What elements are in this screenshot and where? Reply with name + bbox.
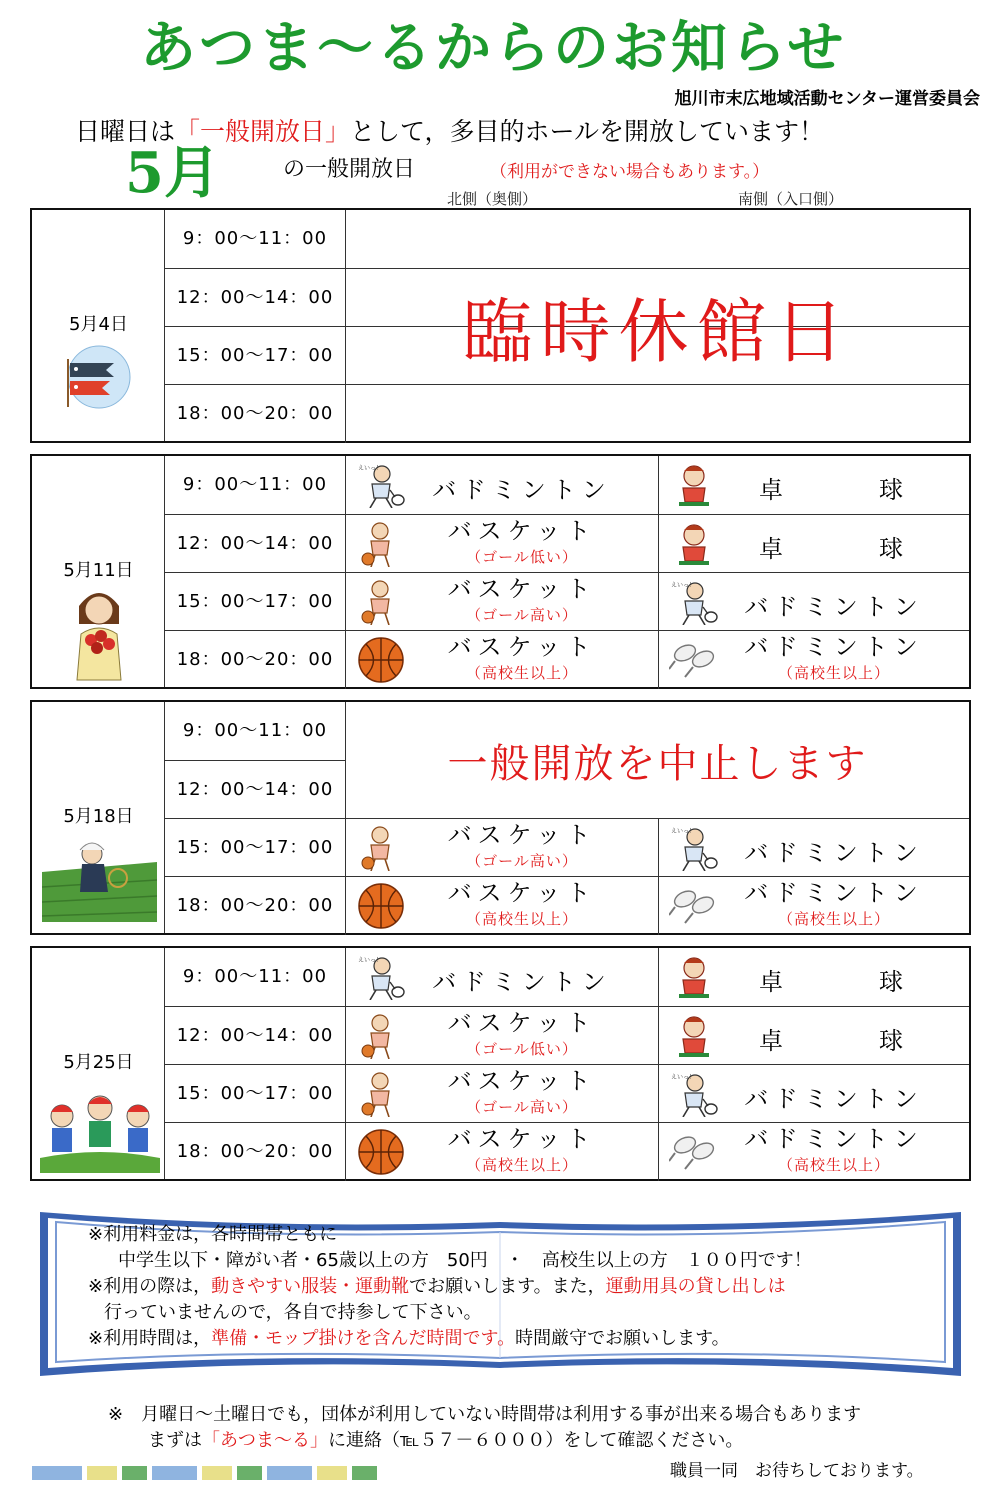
activity-note: （高校生以上） — [465, 1156, 578, 1174]
north-activity — [346, 948, 659, 1007]
north-activity — [346, 877, 659, 935]
time-row — [165, 1122, 969, 1181]
activity-note: （ゴール高い） — [466, 606, 578, 624]
time-row — [165, 630, 969, 689]
racket-icon — [669, 1129, 719, 1175]
time-row — [165, 818, 969, 877]
south-activity — [659, 1123, 969, 1181]
page-title: あつま～るからのお知らせ — [140, 15, 847, 81]
intro-highlight: 「一般開放日」 — [175, 117, 351, 146]
day-block-may25 — [30, 946, 971, 1181]
activity-label: 卓 球 — [759, 535, 909, 563]
temporary-closure-notice: 臨時休館日 — [462, 291, 853, 373]
south-activity — [659, 1065, 969, 1123]
time-slot: 12：00～14：00 — [165, 1007, 346, 1065]
time-slot: 15：00～17：00 — [165, 1065, 346, 1123]
intro-pre: 日曜日は — [75, 117, 176, 146]
activity-label: バスケット — [447, 1125, 597, 1153]
activity-label: バスケット — [447, 517, 597, 545]
equipment-line: 行っていませんので，各自で持参して下さい。 — [104, 1302, 482, 1323]
activity-label: バスケット — [447, 1067, 597, 1095]
clothing-pre: ※利用の際は， — [88, 1276, 212, 1297]
north-activity — [346, 1123, 659, 1181]
south-activity — [659, 456, 969, 515]
time-row — [165, 1064, 969, 1123]
time-slot: 12：00～14：00 — [165, 761, 346, 819]
south-activity — [659, 948, 969, 1007]
racket-icon — [669, 883, 719, 929]
date-label: 5月11日 — [63, 560, 134, 581]
date-cell — [32, 456, 165, 687]
racket-icon — [669, 637, 719, 683]
clothing-line — [88, 1274, 948, 1300]
table-tennis-icon — [669, 1013, 719, 1059]
basketball-player-icon — [356, 825, 406, 871]
column-header-north: 北側（奥側） — [447, 190, 538, 208]
month-label: 5月 — [125, 140, 220, 206]
time-slot: 18：00～20：00 — [165, 877, 346, 935]
date-cell — [32, 210, 165, 441]
activity-label: バスケット — [447, 879, 597, 907]
badminton-player-icon — [669, 825, 719, 871]
organization-name: 旭川市末広地域活動センター運営委員会 — [674, 89, 980, 109]
badminton-player-icon — [356, 954, 406, 1000]
basketball-icon — [356, 637, 406, 683]
time-row — [165, 514, 969, 573]
date-label: 5月25日 — [63, 1052, 134, 1073]
date-cell — [32, 702, 165, 933]
time-rule-pre: ※利用時間は， — [88, 1328, 212, 1349]
basketball-player-icon — [356, 521, 406, 567]
table-tennis-icon — [669, 521, 719, 567]
equipment-highlight: 運動用具の貸し出しは — [605, 1276, 786, 1297]
north-activity — [346, 631, 659, 689]
time-slot: 12：00～14：00 — [165, 515, 346, 573]
fee-line: ※利用料金は，各時間帯ともに — [88, 1224, 338, 1245]
date-label: 5月4日 — [69, 314, 128, 335]
activity-note: （高校生以上） — [465, 664, 578, 682]
activity-label: バドミントン — [744, 879, 924, 907]
activity-note: （高校生以上） — [777, 910, 890, 928]
carp-streamer-icon — [54, 345, 144, 410]
contact-pre: まずは — [148, 1430, 202, 1451]
date-cell — [32, 948, 165, 1179]
activity-note: （高校生以上） — [777, 664, 890, 682]
day-block-may4 — [30, 208, 971, 443]
time-rule-post: 時間厳守でお願いします。 — [515, 1328, 730, 1349]
table-tennis-icon — [669, 954, 719, 1000]
activity-label: バスケット — [447, 1009, 597, 1037]
woman-with-flowers-icon — [67, 584, 131, 684]
basketball-icon — [356, 1129, 406, 1175]
column-header-south: 南側（入口側） — [738, 190, 844, 208]
table-tennis-icon — [669, 462, 719, 508]
north-activity — [346, 573, 659, 631]
time-slot: 9：00～11：00 — [165, 948, 346, 1007]
time-row — [165, 948, 969, 1007]
badminton-player-icon — [669, 579, 719, 625]
intro-post: として，多目的ホールを開放しています！ — [350, 117, 825, 146]
time-row — [165, 1006, 969, 1065]
activity-label: 卓 球 — [759, 476, 909, 504]
activity-label: バスケット — [447, 821, 597, 849]
contact-line — [108, 1428, 988, 1454]
activity-note: （ゴール低い） — [466, 1040, 578, 1058]
contact-post: に連絡（℡５７－６０００）をして確認ください。 — [328, 1430, 744, 1451]
availability-note: （利用ができない場合もあります。） — [490, 162, 770, 182]
field-worker-icon — [42, 832, 157, 922]
activity-label: 卓 球 — [759, 1027, 909, 1055]
activity-note: （高校生以上） — [777, 1156, 890, 1174]
activity-label: バスケット — [447, 575, 597, 603]
activity-label: バスケット — [447, 633, 597, 661]
activity-label: バドミントン — [744, 1125, 924, 1153]
time-slot: 9：00～11：00 — [165, 456, 346, 515]
children-group-icon — [40, 1088, 160, 1173]
activity-note: （ゴール高い） — [466, 852, 578, 870]
time-slot: 15：00～17：00 — [165, 819, 346, 877]
south-activity — [659, 1007, 969, 1065]
south-activity — [659, 515, 969, 573]
south-activity — [659, 819, 969, 877]
activity-note: （高校生以上） — [465, 910, 578, 928]
footer-note — [108, 1402, 988, 1454]
time-slot: 18：00～20：00 — [165, 631, 346, 689]
basketball-player-icon — [356, 1071, 406, 1117]
north-activity — [346, 1065, 659, 1123]
day-block-may11 — [30, 454, 971, 689]
activity-label: バドミントン — [432, 476, 612, 504]
time-row — [165, 760, 346, 819]
staff-signoff: 職員一同 お待ちしております。 — [670, 1461, 924, 1481]
time-rule-highlight: 準備・モップ掛けを含んだ時間です。 — [211, 1328, 516, 1349]
time-slot: 15：00～17：00 — [165, 327, 346, 385]
basketball-player-icon — [356, 1013, 406, 1059]
decorative-border-icon — [32, 1462, 377, 1484]
activity-label: バドミントン — [744, 593, 924, 621]
activity-label: バドミントン — [744, 633, 924, 661]
basketball-icon — [356, 883, 406, 929]
time-row — [165, 876, 969, 935]
time-slot: 9：00～11：00 — [165, 210, 346, 269]
south-activity — [659, 631, 969, 689]
contact-highlight: 「あつま～る」 — [202, 1430, 328, 1451]
north-activity — [346, 515, 659, 573]
open-day-subtitle: の一般開放日 — [283, 157, 416, 182]
time-rule-line — [88, 1326, 948, 1352]
date-label: 5月18日 — [63, 806, 134, 827]
time-row — [165, 572, 969, 631]
south-activity — [659, 573, 969, 631]
activity-note: （ゴール低い） — [466, 548, 578, 566]
time-slot: 18：00～20：00 — [165, 385, 346, 443]
clothing-highlight: 動きやすい服装・運動靴 — [211, 1276, 410, 1297]
time-slot: 12：00～14：00 — [165, 269, 346, 327]
activity-label: バドミントン — [744, 839, 924, 867]
suspension-notice: 一般開放を中止します — [447, 741, 868, 787]
time-slot: 9：00～11：00 — [165, 702, 346, 761]
day-block-may18 — [30, 700, 971, 935]
activity-label: バドミントン — [744, 1085, 924, 1113]
fee-detail-line: 中学生以下・障がい者・65歳以上の方 50円 ・ 高校生以上の方 １００円です！ — [118, 1250, 812, 1271]
time-row — [165, 456, 969, 515]
north-activity — [346, 819, 659, 877]
time-slot: 18：00～20：00 — [165, 1123, 346, 1181]
clothing-mid: でお願いします。また， — [409, 1276, 606, 1297]
activity-label: 卓 球 — [759, 968, 909, 996]
north-activity — [346, 456, 659, 515]
north-activity — [346, 1007, 659, 1065]
weekday-note: ※ 月曜日～土曜日でも，団体が利用していない時間帯は利用する事が出来る場合もあります — [108, 1404, 862, 1425]
time-slot: 15：00～17：00 — [165, 573, 346, 631]
south-activity — [659, 877, 969, 935]
activity-note: （ゴール高い） — [466, 1098, 578, 1116]
basketball-player-icon — [356, 579, 406, 625]
badminton-player-icon — [669, 1071, 719, 1117]
activity-label: バドミントン — [432, 968, 612, 996]
badminton-player-icon — [356, 462, 406, 508]
usage-info — [88, 1222, 948, 1352]
